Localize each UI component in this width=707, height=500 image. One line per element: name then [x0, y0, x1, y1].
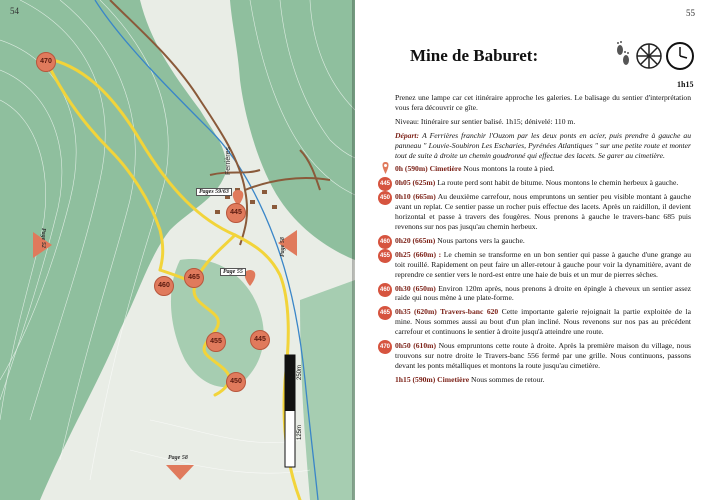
step-marker: 460: [378, 235, 392, 249]
step-text: Environ 120m après, nous prenons à droite en épingle à cheveux un sentier assez raide qui nous mène à une plate-forme.: [395, 283, 691, 303]
step-text: Nous partons vers la gauche.: [437, 235, 525, 245]
duration-label: 1h15: [677, 80, 694, 89]
altitude-badge: 455: [206, 332, 226, 352]
step-time: 0h25 (660m) :: [395, 249, 442, 259]
footprints-icon: [617, 41, 629, 65]
step-6: [379, 307, 692, 337]
altitude-badge: 470: [36, 52, 56, 72]
side-ref-page-58-right[interactable]: Page 58: [280, 237, 286, 257]
step-marker: 470: [378, 340, 392, 354]
step-time: 0h (590m) Cimetière: [395, 164, 462, 174]
step-text: Cette importante galerie rejoignait la partie exploitée de la mine. Nous sommes aussi au bout d'un plan incliné. Nous revenons sur nos pas au précédent carrefour et continuons le sentier à droite jusqu'à atteindre une route.: [395, 307, 692, 337]
depart-text: A Ferrières franchir l'Ouzom par les deux ponts en acier, puis prendre à gauche au panneau " Louvie-Soubiron Les Escharies, Pyrénées Atlantiques " sur une petite route et monter tout de suite à droite un chemin goudronné qui effectue des lacets. Se garer au cimetière.: [395, 130, 691, 160]
page-number-right: 55: [686, 8, 695, 18]
step-0: [395, 164, 691, 174]
niveau-paragraph: Niveau: Itinéraire sur sentier balisé. 1h15; dénivelé: 110 m.: [395, 116, 576, 126]
page-number-left: 54: [10, 6, 19, 16]
scale-label-125: 125m: [297, 424, 303, 440]
start-pin-icon: [381, 162, 390, 174]
town-label: Ferrières: [225, 146, 232, 175]
step-time: 0h05 (625m): [395, 178, 436, 188]
step-text: Au deuxième carrefour, nous empruntons un sentier peu visible montant à gauche avant un replat. Ce sentier passe un rocher puis effectue des lacets. Après un raidillon, il devient horizontal et passe à travers des fougères. Nous prenons à gauche le travers-banc 685 puis revenons sur nos pas jusqu'au chemin herbeux.: [395, 192, 691, 231]
side-ref-page-52[interactable]: Page 52: [40, 228, 46, 248]
step-time: 1h15 (590m) Cimetière: [395, 374, 470, 384]
clock-icon: [667, 43, 693, 69]
step-time: 0h30 (650m): [395, 283, 436, 293]
step-marker: 450: [378, 191, 392, 205]
step-marker: 445: [378, 177, 392, 191]
step-text: Nous sommes de retour.: [471, 374, 545, 384]
altitude-badge: 460: [154, 276, 174, 296]
altitude-badge: 445: [226, 203, 246, 223]
altitude-badge: 445: [250, 330, 270, 350]
step-text: Nous montons la route à pied.: [463, 164, 555, 174]
step-time: 0h35 (620m) Travers-banc 620: [395, 307, 499, 317]
step-marker: 460: [378, 283, 392, 297]
side-ref-page-58-bottom[interactable]: Page 58: [168, 455, 188, 461]
intro-paragraph: Prenez une lampe car cet itinéraire approche les galeries. Le balisage du sentier d'interprétation vous fera découvrir ce gîte.: [395, 93, 691, 112]
step-time: 0h10 (665m): [395, 192, 436, 202]
step-5: [379, 283, 691, 304]
step-8: [395, 375, 691, 385]
text-page: [355, 0, 707, 500]
step-time: 0h50 (610m): [395, 341, 436, 351]
step-text: La route perd sont habit de bitume. Nous montons le chemin herbeux à gauche.: [437, 178, 679, 188]
scale-label-250: 250m: [297, 364, 303, 380]
activity-icons: [613, 38, 695, 74]
step-7: [379, 341, 692, 371]
step-text: Le chemin se transforme en un bon sentier qui passe à gauche d'une grange au toit rouillé. Rapidement on peut faire un aller-retour à gauche pour voir la dynamitière, avant de reprendre ce sentier vers le nord-est entre une haie de buis et un mur de pierres sèches.: [395, 249, 692, 279]
step-time: 0h20 (665m): [395, 235, 436, 245]
altitude-badge: 450: [226, 372, 246, 392]
step-2: [379, 192, 691, 232]
depart-label: Départ:: [395, 130, 420, 140]
step-text: Nous empruntons cette route à droite. Après la première maison du village, nous trouvons sur notre droite le Travers-banc 556 fermé par une grille. Nous continuons, passons devant les ponts métalliques et montons la route jusqu'au cimetière.: [395, 341, 692, 370]
step-3: [379, 235, 691, 246]
page-title: Mine de Baburet:: [410, 46, 539, 65]
page-ref-59-63[interactable]: Pages 59/63: [196, 188, 232, 196]
step-4: [379, 249, 692, 280]
step-marker: 465: [378, 306, 392, 320]
step-marker: 455: [378, 249, 392, 263]
altitude-badge: 465: [184, 268, 204, 288]
bicycle-icon: [637, 44, 661, 68]
step-1: [379, 178, 691, 188]
page-ref-55[interactable]: Page 55: [220, 268, 246, 276]
depart-paragraph: [395, 131, 691, 161]
route-description: [379, 93, 692, 389]
